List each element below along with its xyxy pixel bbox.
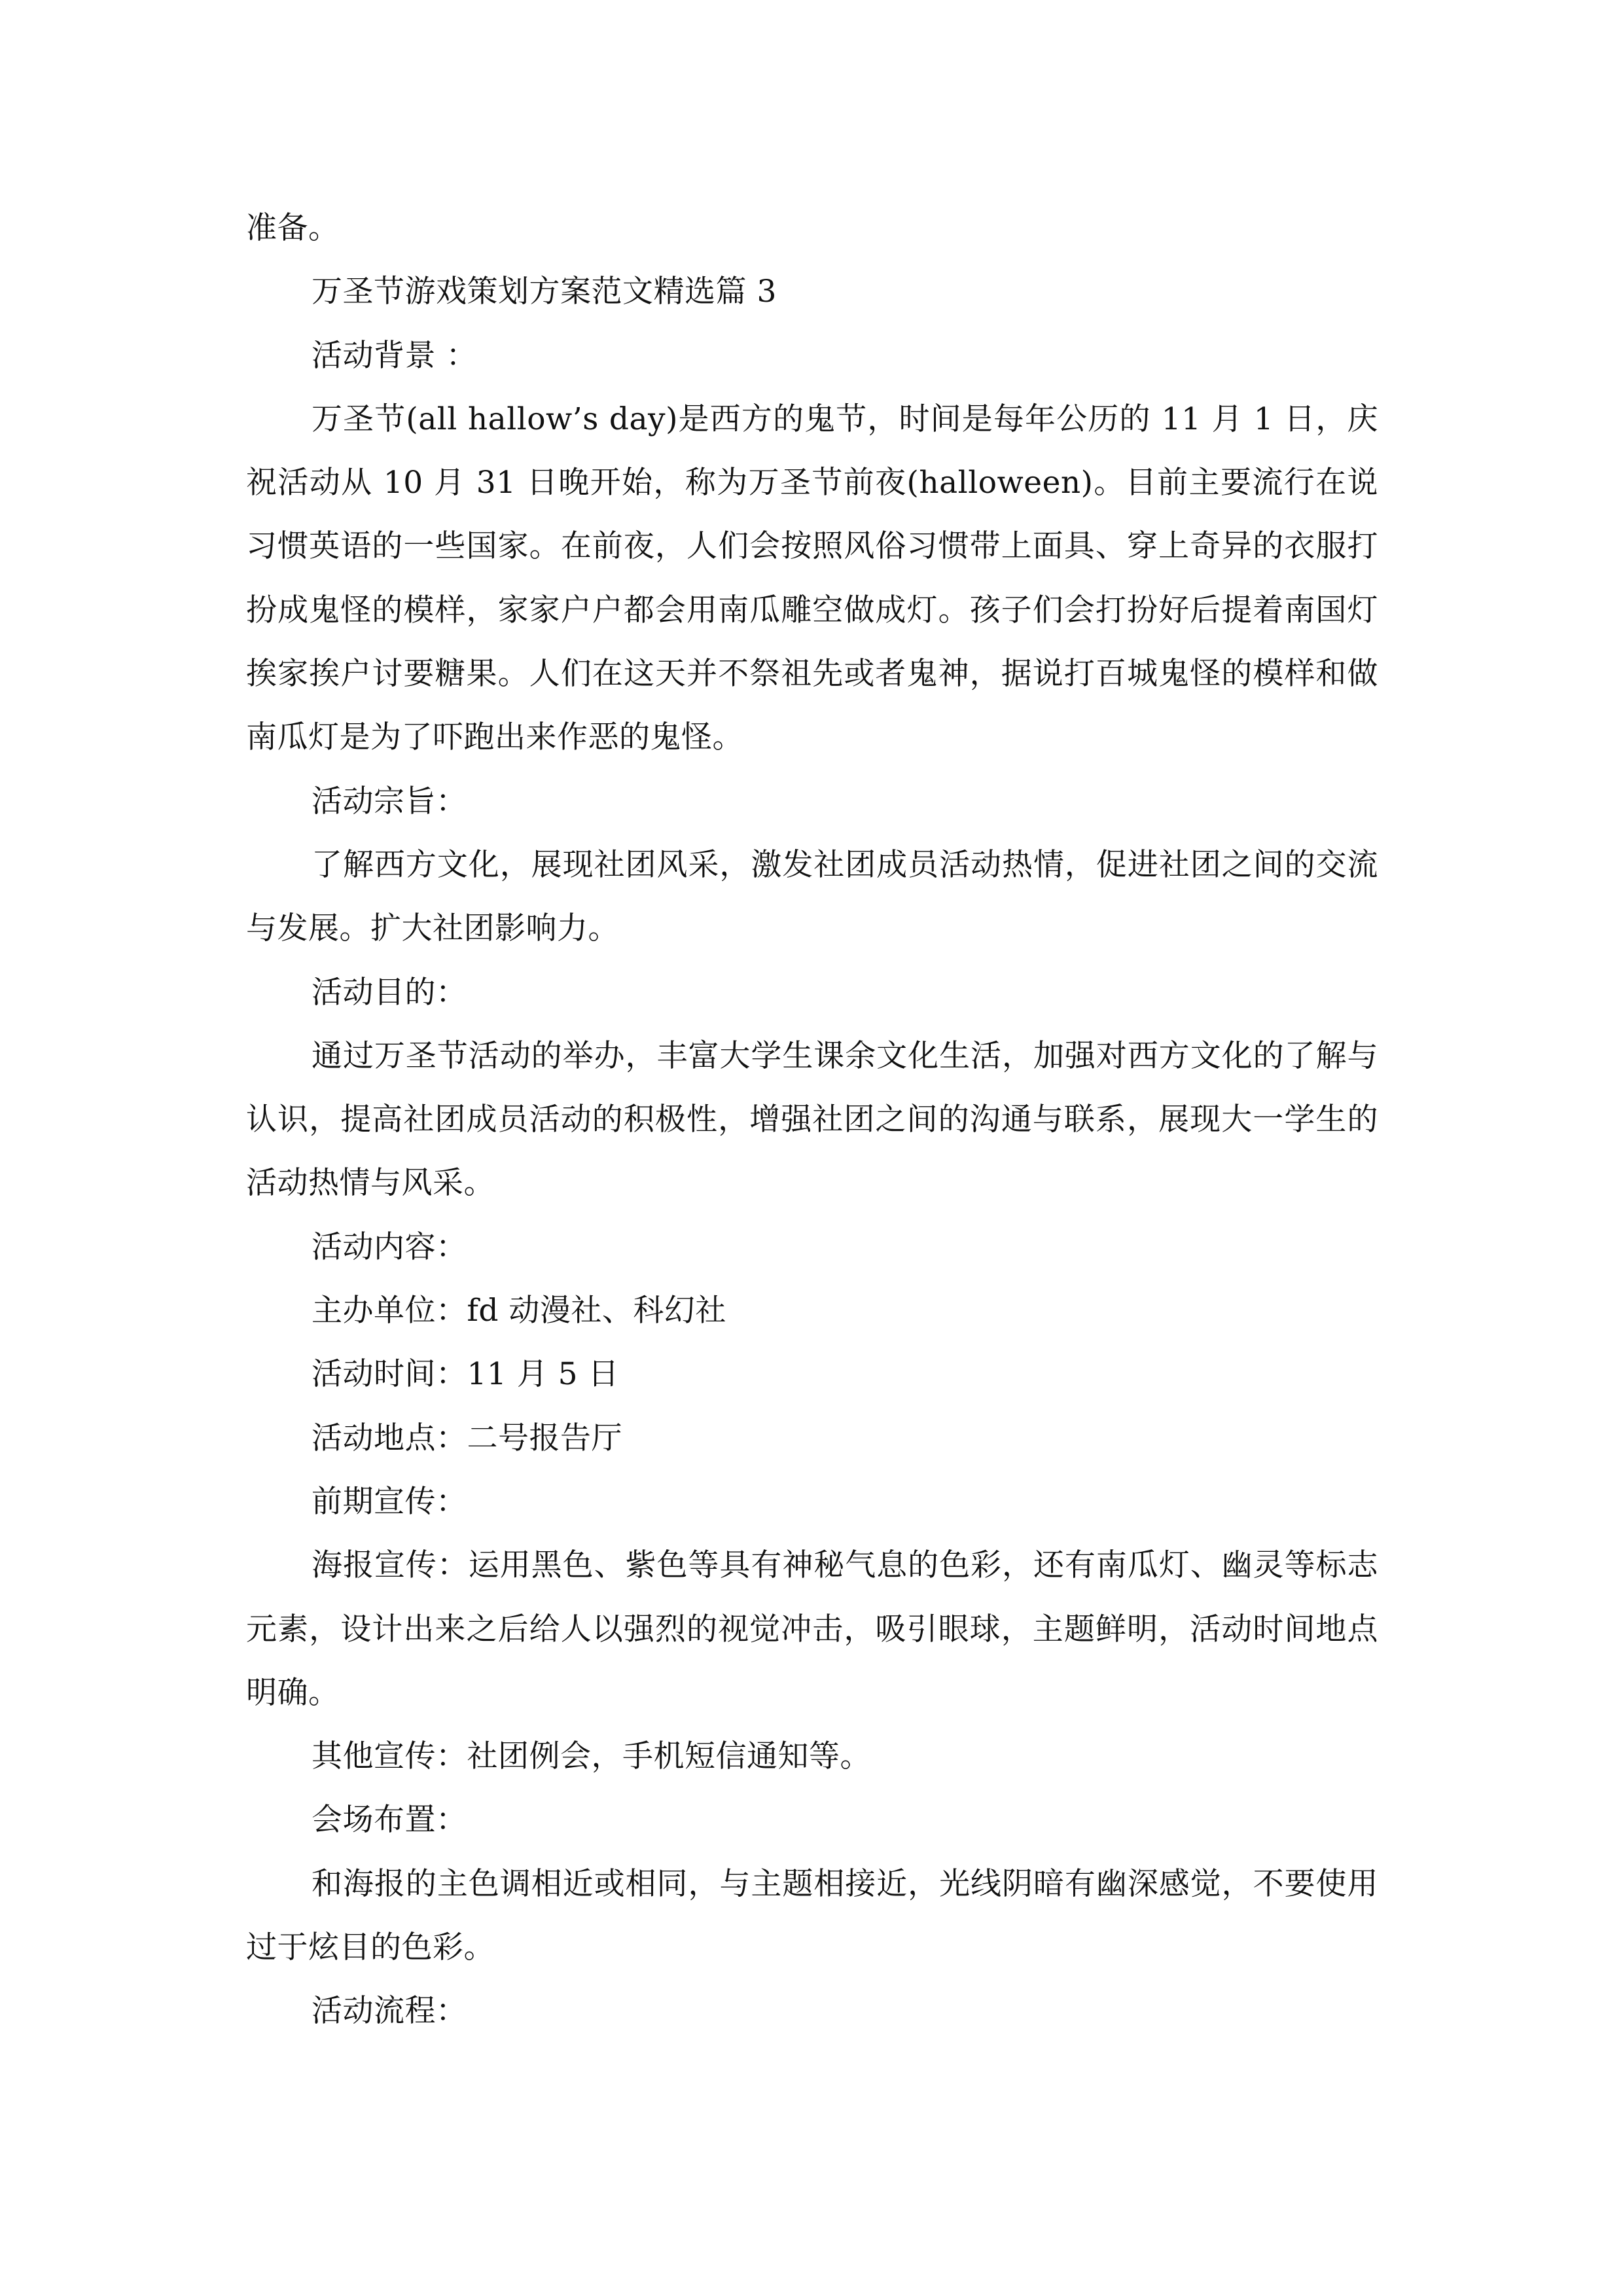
heading-process: 活动流程： [312,1993,467,2030]
paragraph-purpose: 了解西方文化，展现社团风采，激发社团成员活动热情，促进社团之间的交流与发展。扩大社团影响力。 [246,846,1378,947]
paragraph-venue: 和海报的主色调相近或相同，与主题相接近，光线阴暗有幽深感觉，不要使用过于炫目的色彩。 [246,1865,1378,1966]
heading-venue: 会场布置： [312,1802,467,1839]
heading-goal: 活动目的： [312,974,467,1011]
paragraph-other-promotion: 其他宣传：社团例会，手机短信通知等。 [312,1738,871,1775]
paragraph-continuation: 准备。 [246,210,340,246]
paragraph-background: 万圣节(all hallow’s day)是西方的鬼节，时间是每年公历的 11 月 1 日，庆祝活动从 10 月 31 日晚开始，称为万圣节前夜(halloween)。目前主要流行在说习惯英语的一些国家。在前夜，人们会按照风俗习惯带上面具、穿上奇异的衣服打扮成鬼怪的模样，家家户户都会用南瓜雕空做成灯。孩子们会打扮好后提着南国灯挨家挨户讨要糖果。人们在这天并不祭祖先或者鬼神，据说打百城鬼怪的模样和做南瓜灯是为了吓跑出来作恶的鬼怪。 [246,401,1378,756]
heading-background: 活动背景 ： [312,337,477,374]
heading-content: 活动内容： [312,1229,467,1265]
paragraph-goal: 通过万圣节活动的举办，丰富大学生课余文化生活，加强对西方文化的了解与认识，提高社团成员活动的积极性，增强社团之间的沟通与联系，展现大一学生的活动热情与风采。 [246,1037,1378,1202]
heading-promotion: 前期宣传： [312,1483,467,1520]
section-title: 万圣节游戏策划方案范文精选篇 3 [312,274,777,310]
line-location: 活动地点：二号报告厅 [312,1420,622,1456]
line-time: 活动时间：11 月 5 日 [312,1356,620,1393]
heading-purpose: 活动宗旨： [312,783,467,819]
line-organizer: 主办单位：fd 动漫社、科幻社 [312,1293,726,1329]
paragraph-poster: 海报宣传：运用黑色、紫色等具有神秘气息的色彩，还有南瓜灯、幽灵等标志元素，设计出来之后给人以强烈的视觉冲击，吸引眼球，主题鲜明，活动时间地点明确。 [246,1547,1378,1711]
document-body [246,196,1378,2043]
